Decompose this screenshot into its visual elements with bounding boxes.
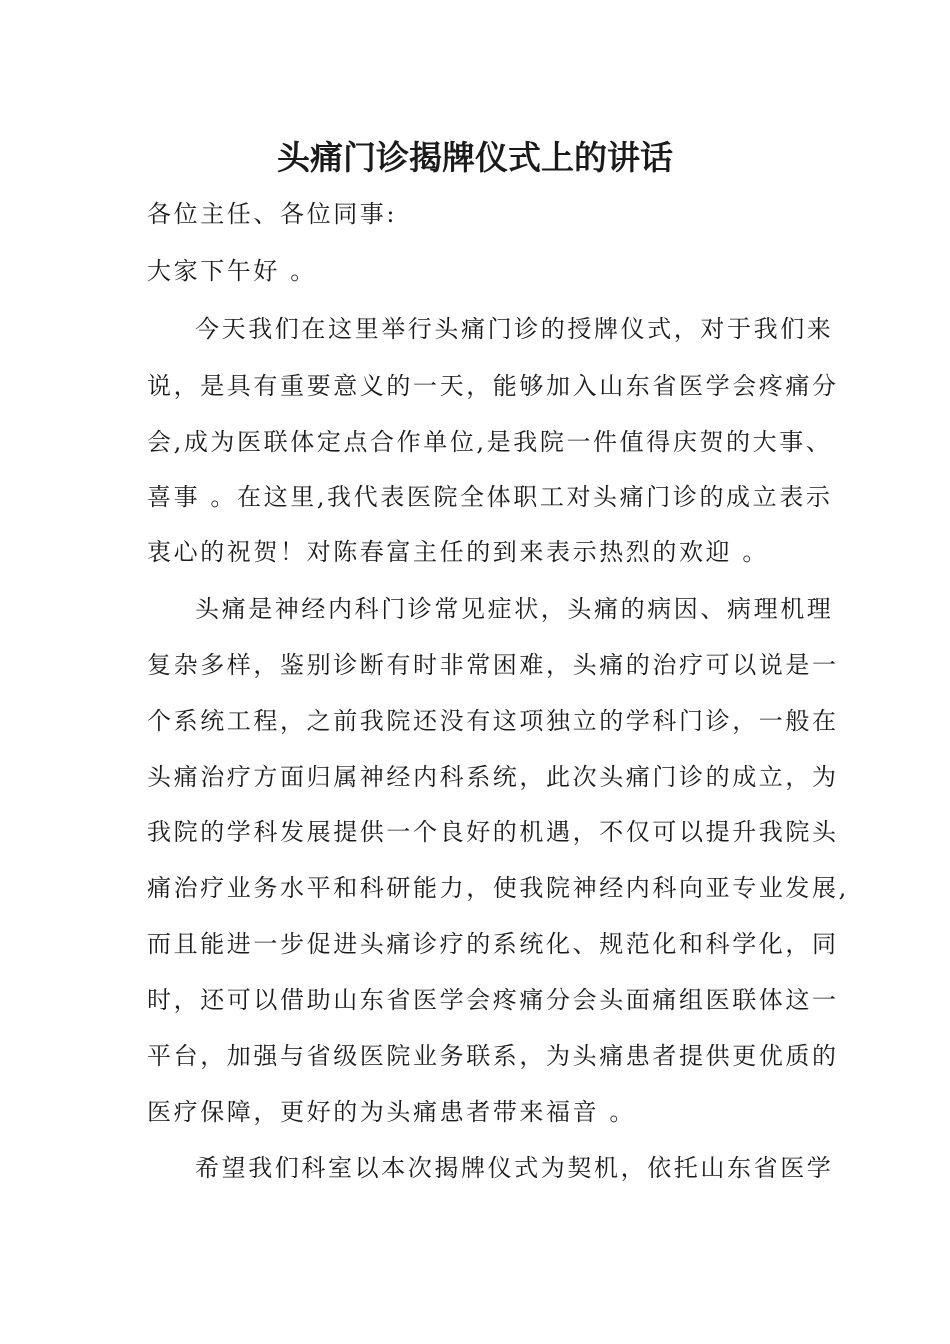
paragraph-2-line-6: 痛治疗业务水平和科研能力，使我院神经内科向亚专业发展,	[147, 874, 849, 902]
paragraph-1-line-4: 喜事 。在这里,我代表医院全体职工对头痛门诊的成立表示	[147, 483, 833, 511]
paragraph-1-line-3: 会,成为医联体定点合作单位,是我院一件值得庆贺的大事、	[147, 428, 833, 456]
paragraph-2-line-9: 平台，加强与省级医院业务联系，为头痛患者提供更优质的	[147, 1042, 839, 1070]
paragraph-1-line-5: 衷心的祝贺！对陈春富主任的到来表示热烈的欢迎 。	[147, 538, 770, 566]
paragraph-2-line-7: 而且能进一步促进头痛诊疗的系统化、规范化和科学化，同	[147, 930, 839, 958]
paragraph-2-line-5: 我院的学科发展提供一个良好的机遇，不仅可以提升我院头	[147, 818, 839, 846]
paragraph-2-line-3: 个系统工程，之前我院还没有这项独立的学科门诊，一般在	[147, 707, 839, 735]
paragraph-1-line-1: 今天我们在这里举行头痛门诊的授牌仪式，对于我们来	[195, 315, 834, 343]
paragraph-2-line-2: 复杂多样，鉴别诊断有时非常困难，头痛的治疗可以说是一	[147, 651, 839, 679]
paragraph-3-line-1: 希望我们科室以本次揭牌仪式为契机，依托山东省医学	[195, 1154, 834, 1182]
salutation-line: 各位主任、各位同事:	[147, 200, 398, 228]
greeting-line: 大家下午好 。	[147, 257, 317, 285]
paragraph-1-line-2: 说，是具有重要意义的一天，能够加入山东省医学会疼痛分	[147, 372, 839, 400]
paragraph-2-line-4: 头痛治疗方面归属神经内科系统，此次头痛门诊的成立，为	[147, 763, 839, 791]
paragraph-2-line-8: 时，还可以借助山东省医学会疼痛分会头面痛组医联体这一	[147, 986, 839, 1014]
document-title: 头痛门诊揭牌仪式上的讲话	[277, 138, 673, 177]
paragraph-2-line-10: 医疗保障，更好的为头痛患者带来福音 。	[147, 1098, 637, 1126]
paragraph-2-line-1: 头痛是神经内科门诊常见症状，头痛的病因、病理机理	[195, 595, 834, 623]
